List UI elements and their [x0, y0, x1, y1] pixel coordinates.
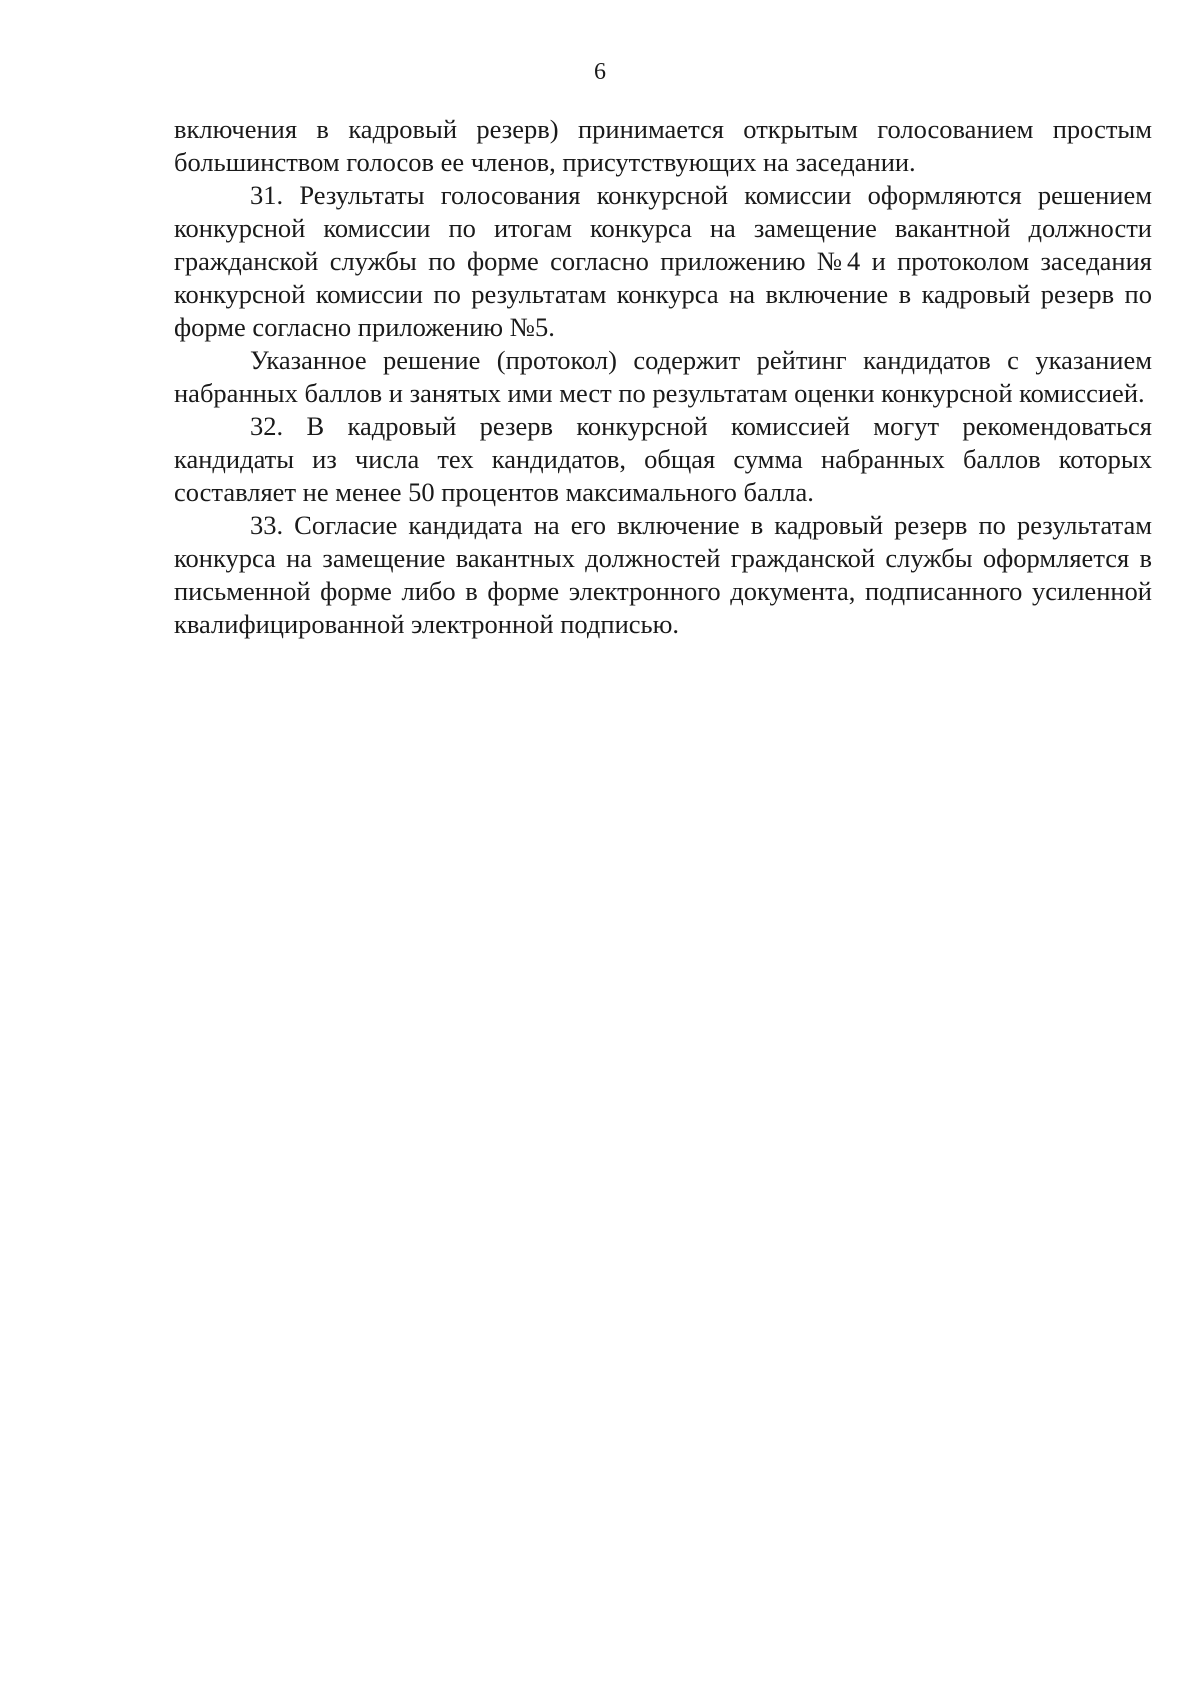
paragraph-32: 32. В кадровый резерв конкурсной комиссией могут рекомендоваться кандидаты из числа тех кандидатов, общая сумма набранных баллов которых составляет не менее 50 процентов максимального балла.	[174, 411, 1152, 507]
paragraph-31: 31. Результаты голосования конкурсной комиссии оформляются решением конкурсной комиссии по итогам конкурса на замещение вакантной должности гражданской службы по форме согласно приложению №4 и протоколом заседания конкурсной комиссии по результатам конкурса на включение в кадровый резерв по форме согласно приложению №5.	[174, 180, 1152, 342]
paragraph-33: 33. Согласие кандидата на его включение в кадровый резерв по результатам конкурса на замещение вакантных должностей гражданской службы оформляется в письменной форме либо в форме электронного документа, подписанного усиленной квалифицированной электронной подписью.	[174, 510, 1152, 639]
page-number: 6	[594, 59, 606, 85]
paragraph-decision-rating: Указанное решение (протокол) содержит рейтинг кандидатов с указанием набранных баллов и занятых ими мест по результатам оценки конкурсной комиссией.	[174, 345, 1152, 408]
document-body	[174, 113, 1152, 641]
paragraph-continuation: включения в кадровый резерв) принимается открытым голосованием простым большинством голосов ее членов, присутствующих на заседании.	[174, 114, 1152, 177]
